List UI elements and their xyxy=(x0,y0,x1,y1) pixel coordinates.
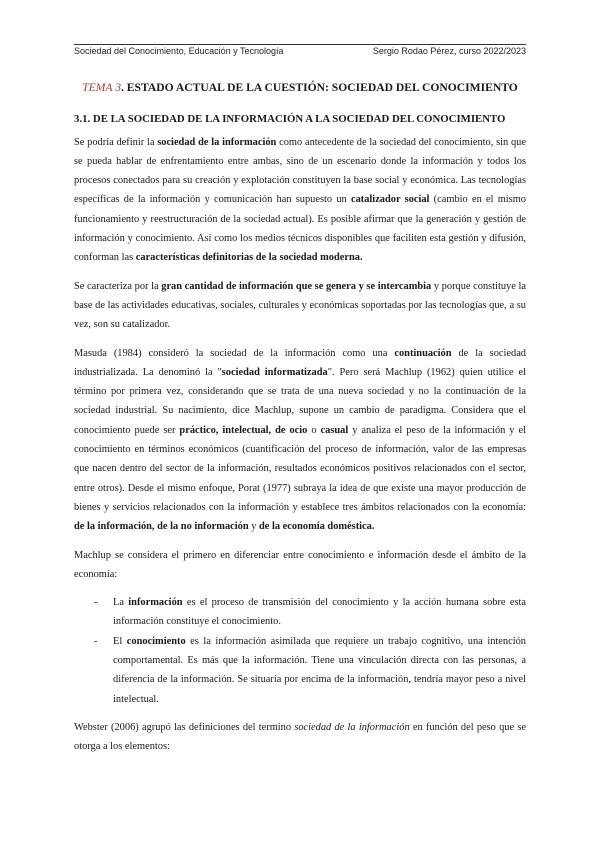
paragraph-2: Se caracteriza por la gran cantidad de información que se genera y se intercambia y porque constituye la base de las actividades educativas, sociales, culturales y económicas soportadas por las tecnologías que, a su vez, son su catalizador. xyxy=(74,280,526,331)
paragraph-3: Masuda (1984) consideró la sociedad de la información como una continuación de la sociedad industrializada. La denominó la "sociedad informatizada". Pero será Machlup (1962) quien utilice el término por primera vez, considerando que se trata de una nueva sociedad y no la continuación de la sociedad industrial. Su nacimiento, dice Machlup, supone un cambio de paradigma. Considera que el conocimiento puede ser práctico, intelectual, de ocio o casual y analiza el peso de la información y el conocimiento en términos económicos (cuantificación del proceso de información, valor de las empresas que nacen dentro del sector de la información, resultados económicos positivos relacionados con el sector, entre otros). Desde el mismo enfoque, Porat (1977) subraya la idea de que existe una mayor producción de bienes y servicios relacionados con la información y establece tres ámbitos relacionados con la economía: de la información, de la no información y de la economía doméstica. xyxy=(74,347,527,533)
chapter-title-text: . ESTADO ACTUAL DE LA CUESTIÓN: SOCIEDAD DEL CONOCIMIENTO xyxy=(121,81,518,94)
page-header xyxy=(74,46,526,60)
paragraph-1: Se podría definir la sociedad de la información como antecedente de la sociedad del conocimiento, sin que se pueda hablar de enfrentamiento entre ambas, sino de un escenario donde la información y todos los procesos conectados para su creación y explotación constituyen la base social y económica. Las tecnologías específicas de la información y comunicación han supuesto un catalizador social (cambio en el mismo funcionamiento y reestructuración de la sociedad actual). Es posible afirmar que la generación y gestión de información y conocimiento. Así como los medios técnicos disponibles que faciliten esta gestión y difusión, conforman las características definitorias de la sociedad moderna. xyxy=(74,136,527,264)
chapter-number: TEMA 3 xyxy=(82,81,121,94)
paragraph-4: Machlup se considera el primero en diferenciar entre conocimiento e información desde el ámbito de la economía: xyxy=(74,549,526,580)
definition-list xyxy=(74,593,526,709)
header-author: Sergio Rodao Pérez, curso 2022/2023 xyxy=(372,46,526,56)
header-course: Sociedad del Conocimiento, Educación y Tecnología xyxy=(74,46,284,56)
document-body xyxy=(74,78,526,766)
chapter-title xyxy=(74,78,526,97)
list-item: - El conocimiento es la información asimilada que requiere un trabajo cognitivo, una intención comportamental. Es más que la información. Tiene una vinculación directa con las personas, a diferencia de la información. Se situaría por encima de la información, tendría mayor peso a nivel intelectual. xyxy=(94,632,526,709)
header-rule xyxy=(74,44,526,45)
paragraph-5: Webster (2006) agrupó las definiciones del termino sociedad de la información en función del peso que se otorga a los elementos: xyxy=(74,721,526,753)
section-heading: 3.1. DE LA SOCIEDAD DE LA INFORMACIÓN A LA SOCIEDAD DEL CONOCIMIENTO xyxy=(74,113,506,126)
list-item: - La información es el proceso de transmisión del conocimiento y la acción humana sobre esta información constituye el conocimiento. xyxy=(94,593,526,632)
